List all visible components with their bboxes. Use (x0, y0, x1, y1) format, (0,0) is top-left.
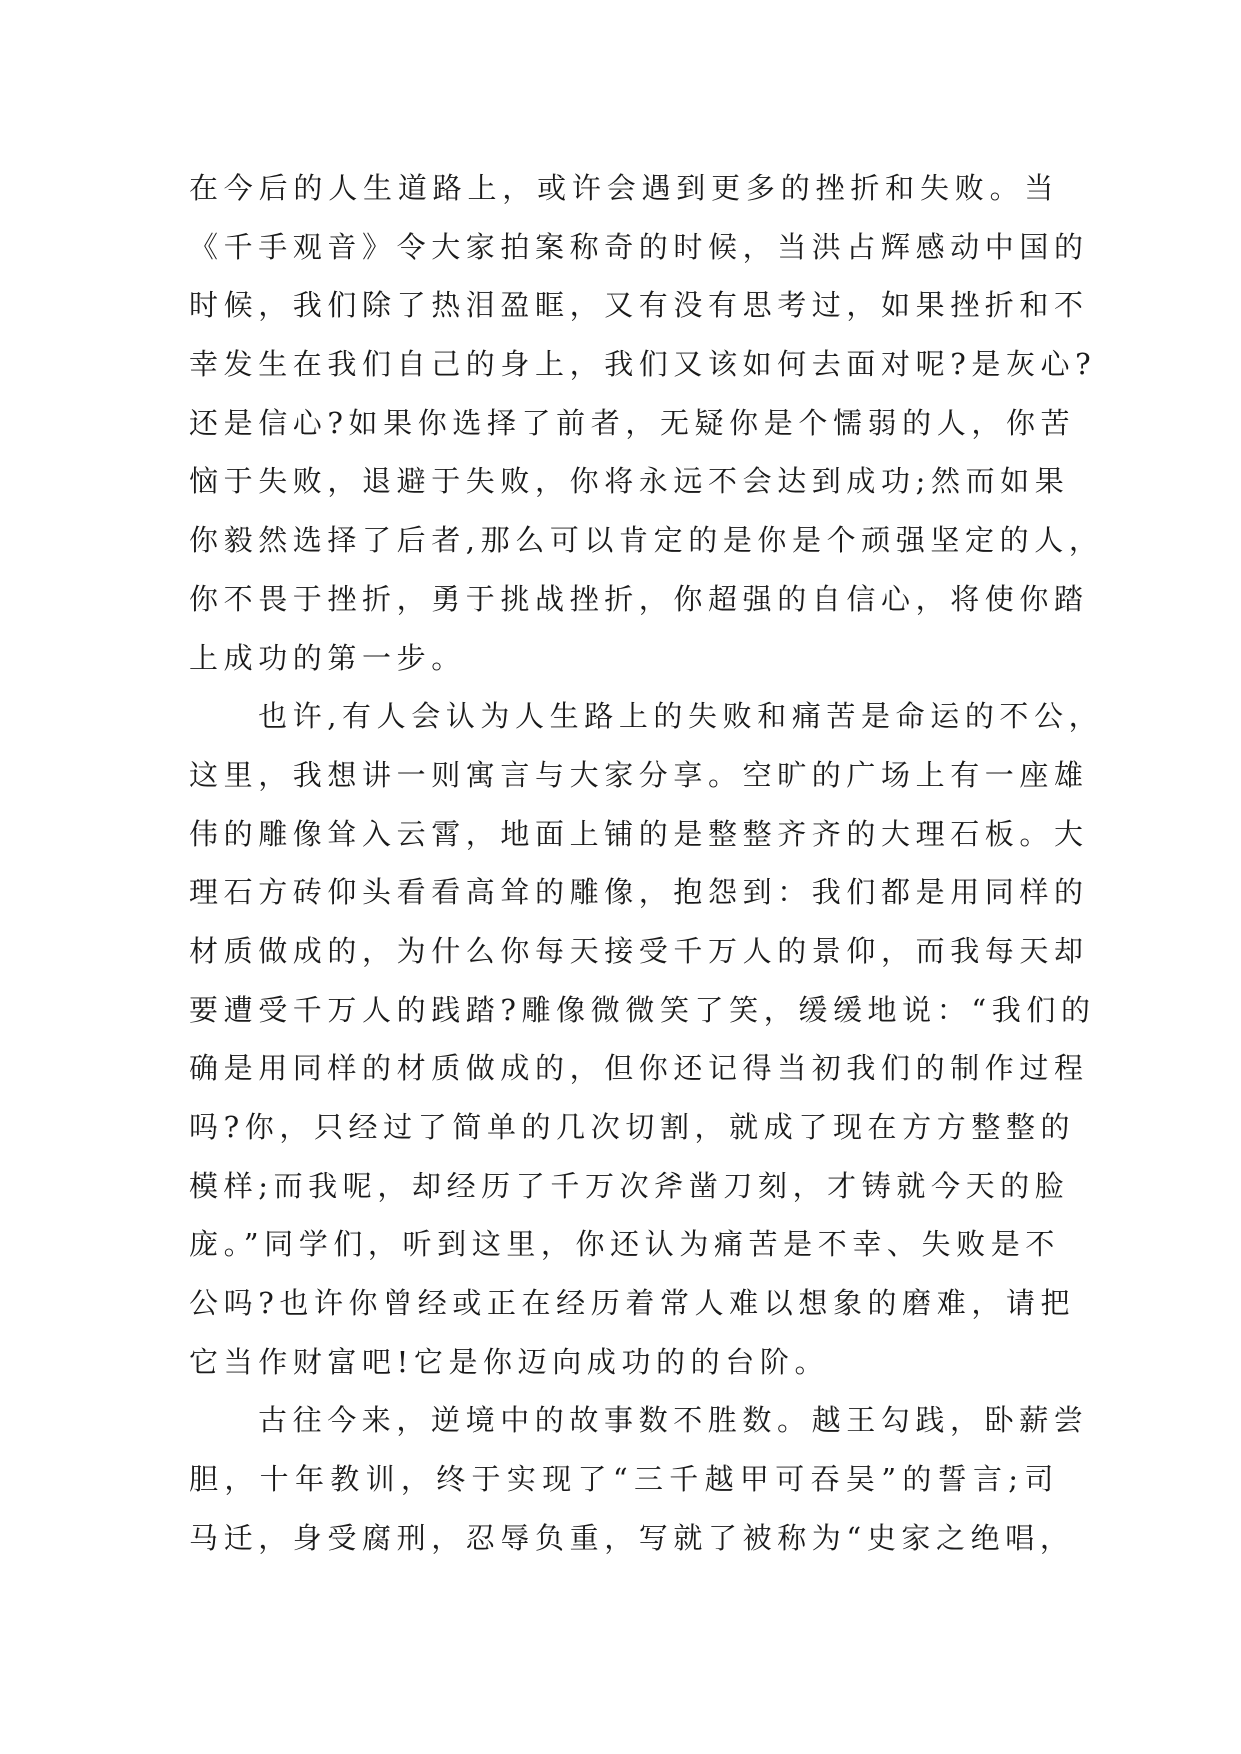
text-line: 伟的雕像耸入云霄，地面上铺的是整整齐齐的大理石板。大 (189, 816, 1089, 851)
text-line: 时候，我们除了热泪盈眶，又有没有思考过，如果挫折和不 (189, 288, 1089, 323)
text-line: 还是信心?如果你选择了前者，无疑你是个懦弱的人，你苦 (189, 405, 1076, 440)
text-line: 你不畏于挫折，勇于挑战挫折，你超强的自信心，将使你踏 (189, 581, 1089, 616)
text-line: 要遭受千万人的践踏?雕像微微笑了笑，缓缓地说：“我们的 (189, 992, 1096, 1027)
text-line: 这里，我想讲一则寓言与大家分享。空旷的广场上有一座雄 (189, 757, 1089, 792)
text-line: 恼于失败，退避于失败，你将永远不会达到成功;然而如果 (189, 464, 1070, 499)
text-line: 也许,有人会认为人生路上的失败和痛苦是命运的不公， (258, 699, 1104, 734)
text-line: 理石方砖仰头看看高耸的雕像，抱怨到：我们都是用同样的 (189, 875, 1089, 910)
text-line: 庞。”同学们，听到这里，你还认为痛苦是不幸、失败是不 (189, 1227, 1060, 1262)
text-line: 幸发生在我们自己的身上，我们又该如何去面对呢?是灰心? (189, 347, 1097, 382)
text-line: 吗?你，只经过了简单的几次切割，就成了现在方方整整的 (189, 1110, 1076, 1144)
body-text (189, 159, 1104, 1568)
text-line: 确是用同样的材质做成的，但你还记得当初我们的制作过程 (189, 1051, 1089, 1086)
text-line: 古往今来，逆境中的故事数不胜数。越王勾践，卧薪尝 (258, 1403, 1089, 1438)
text-line: 它当作财富吧!它是你迈向成功的的台阶。 (189, 1344, 830, 1379)
text-line: 马迁，身受腐刑，忍辱负重，写就了被称为“史家之绝唱， (189, 1520, 1075, 1555)
text-line: 《千手观音》令大家拍案称奇的时候，当洪占辉感动中国的 (189, 229, 1089, 264)
text-line: 上成功的第一步。 (189, 640, 466, 675)
text-line: 胆，十年教训，终于实现了“三千越甲可吞吴”的誓言;司 (189, 1462, 1059, 1497)
text-line: 在今后的人生道路上，或许会遇到更多的挫折和失败。当 (189, 171, 1059, 205)
text-line: 公吗?也许你曾经或正在经历着常人难以想象的磨难，请把 (189, 1286, 1076, 1321)
text-line: 模样;而我呢，却经历了千万次斧凿刀刻，才铸就今天的脸 (189, 1168, 1070, 1203)
text-line: 你毅然选择了后者,那么可以肯定的是你是个顽强坚定的人， (189, 523, 1104, 558)
text-line: 材质做成的，为什么你每天接受千万人的景仰，而我每天却 (189, 933, 1089, 968)
